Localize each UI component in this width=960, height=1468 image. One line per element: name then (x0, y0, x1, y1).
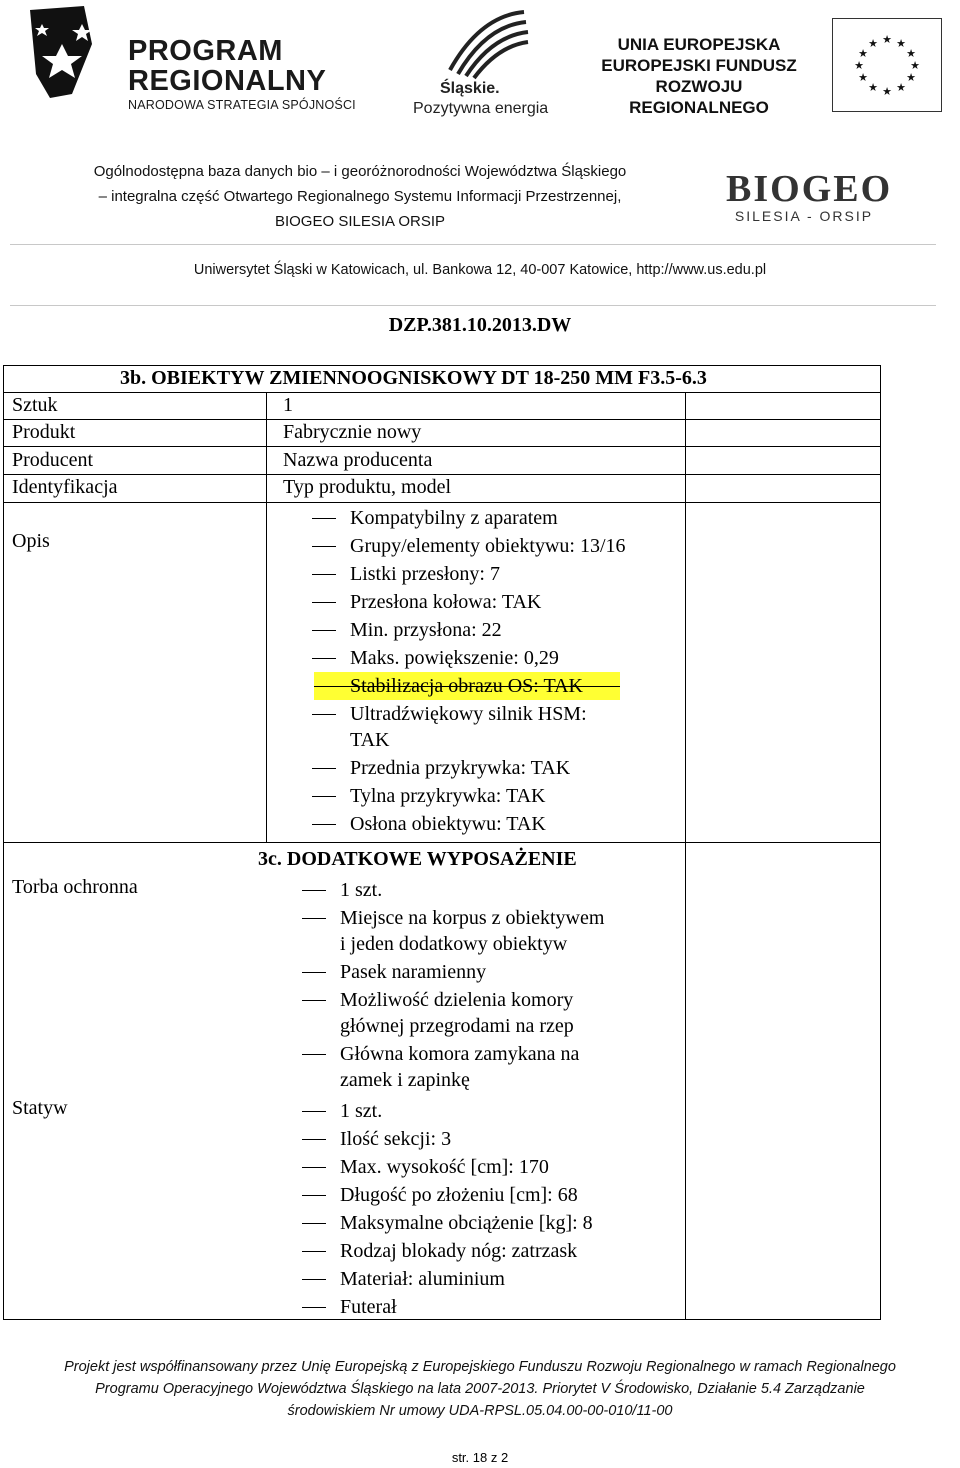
program-regionalny-logo (22, 4, 108, 100)
list-item: Materiał: aluminium (340, 1265, 505, 1293)
program-subtitle: NARODOWA STRATEGIA SPÓJNOŚCI (128, 98, 356, 112)
row-divider (3, 446, 881, 447)
program-title: PROGRAM REGIONALNY (128, 35, 327, 97)
biogeo-logo-text: BIOGEO (726, 168, 893, 210)
list-item: Max. wysokość [cm]: 170 (340, 1153, 549, 1181)
biogeo-logo (726, 168, 893, 224)
list-item: Futerał (340, 1293, 397, 1321)
footer-note (0, 1356, 960, 1422)
statyw-label: Statyw (12, 1097, 68, 1119)
slaskie-tagline: Pozytywna energia (413, 100, 549, 117)
eu-text (586, 34, 812, 118)
section-title-3c: 3c. DODATKOWE WYPOSAŻENIE (258, 848, 577, 870)
list-item: Długość po złożeniu [cm]: 68 (340, 1181, 578, 1209)
row-label: Identyfikacja (12, 476, 118, 498)
list-item: Główna komora zamykana na (340, 1040, 579, 1068)
section-title-3b: 3b. OBIEKTYW ZMIENNOOGNISKOWY DT 18-250 MM F3.5-6.3 (120, 367, 707, 389)
list-item: Grupy/elementy obiektywu: 13/16 (350, 532, 626, 560)
row-value: Fabrycznie nowy (283, 421, 422, 443)
list-item-continuation: TAK (350, 729, 390, 751)
eu-line-2: EUROPEJSKI FUNDUSZ (601, 56, 797, 75)
list-item: Pasek naramienny (340, 958, 486, 986)
list-item: Ilość sekcji: 3 (340, 1125, 451, 1153)
footer-line-2: Programu Operacyjnego Województwa Śląskiego na lata 2007-2013. Priorytet V Środowisko, Działanie 5.4 Zarządzanie (95, 1381, 865, 1397)
list-item: Maks. powiększenie: 0,29 (350, 644, 559, 672)
footer-line-1: Projekt jest współfinansowany przez Unię Europejską z Europejskiego Funduszu Rozwoju Regionalnego w ramach Regionalnego (64, 1359, 896, 1375)
eu-flag-icon (832, 18, 942, 112)
row-label: Sztuk (12, 394, 58, 416)
footer-line-3: środowiskiem Nr umowy UDA-RPSL.05.04.00-00-010/11-00 (287, 1403, 673, 1419)
list-item-continuation: głównej przegrodami na rzep (340, 1015, 574, 1037)
biogeo-logo-sub: SILESIA - ORSIP (734, 208, 874, 224)
row-label: Produkt (12, 421, 76, 443)
row-divider (3, 842, 881, 843)
info-line-3: BIOGEO SILESIA ORSIP (274, 213, 446, 230)
list-item: 1 szt. (340, 876, 382, 904)
svg-text:★: ★ (896, 81, 906, 94)
list-item: 1 szt. (340, 1097, 382, 1125)
svg-text:★: ★ (906, 47, 916, 60)
list-item: Miejsce na korpus z obiektywem (340, 904, 604, 932)
eu-line-3: ROZWOJU REGIONALNEGO (629, 77, 769, 117)
document-number: DZP.381.10.2013.DW (388, 314, 572, 336)
svg-text:★: ★ (858, 71, 868, 84)
database-info (0, 159, 720, 234)
row-divider (3, 474, 881, 475)
svg-text:★: ★ (868, 81, 878, 94)
row-value: Nazwa producenta (283, 449, 433, 471)
divider (10, 244, 936, 245)
list-item: Przesłona kołowa: TAK (350, 588, 541, 616)
row-label: Producent (12, 449, 94, 471)
svg-text:★: ★ (910, 59, 920, 72)
list-item: Możliwość dzielenia komory (340, 986, 573, 1014)
row-divider (3, 392, 881, 393)
divider (10, 305, 936, 306)
list-item-struck: Stabilizacja obrazu OS: TAK (350, 672, 583, 700)
row-value: Typ produktu, model (283, 476, 452, 498)
svg-text:★: ★ (868, 37, 878, 50)
list-item-continuation: zamek i zapinkę (340, 1069, 470, 1091)
opis-label: Opis (12, 530, 50, 552)
torba-label: Torba ochronna (12, 876, 138, 898)
eu-line-1: UNIA EUROPEJSKA (617, 35, 781, 54)
svg-text:★: ★ (882, 85, 892, 98)
list-item: Tylna przykrywka: TAK (350, 782, 545, 810)
row-divider (3, 502, 881, 503)
list-item: Ultradźwiękowy silnik HSM: (350, 700, 587, 728)
slaskie-logo (440, 6, 530, 80)
info-line-2: – integralna część Otwartego Regionalnego Systemu Informacji Przestrzennej, (98, 188, 622, 205)
list-item: Przednia przykrywka: TAK (350, 754, 570, 782)
list-item: Kompatybilny z aparatem (350, 504, 558, 532)
column-divider (266, 392, 267, 842)
list-item: Listki przesłony: 7 (350, 560, 500, 588)
svg-text:★: ★ (896, 37, 906, 50)
list-item: Rodzaj blokady nóg: zatrzask (340, 1237, 577, 1265)
svg-text:★: ★ (858, 47, 868, 60)
column-divider (685, 392, 686, 1320)
university-address: Uniwersytet Śląski w Katowicach, ul. Bankowa 12, 40-007 Katowice, http://www.us.edu.pl (193, 262, 767, 278)
list-item: Osłona obiektywu: TAK (350, 810, 546, 838)
list-item: Min. przysłona: 22 (350, 616, 502, 644)
page-number: str. 18 z 2 (451, 1450, 509, 1465)
list-item: Maksymalne obciążenie [kg]: 8 (340, 1209, 593, 1237)
list-item-continuation: i jeden dodatkowy obiektyw (340, 933, 568, 955)
svg-text:★: ★ (906, 71, 916, 84)
row-value: 1 (283, 394, 293, 416)
info-line-1: Ogólnodostępna baza danych bio – i georóżnorodności Województwa Śląskiego (93, 163, 627, 180)
svg-text:★: ★ (854, 59, 864, 72)
row-divider (3, 419, 881, 420)
slaskie-name: Śląskie. (440, 80, 500, 97)
svg-text:★: ★ (882, 33, 892, 46)
